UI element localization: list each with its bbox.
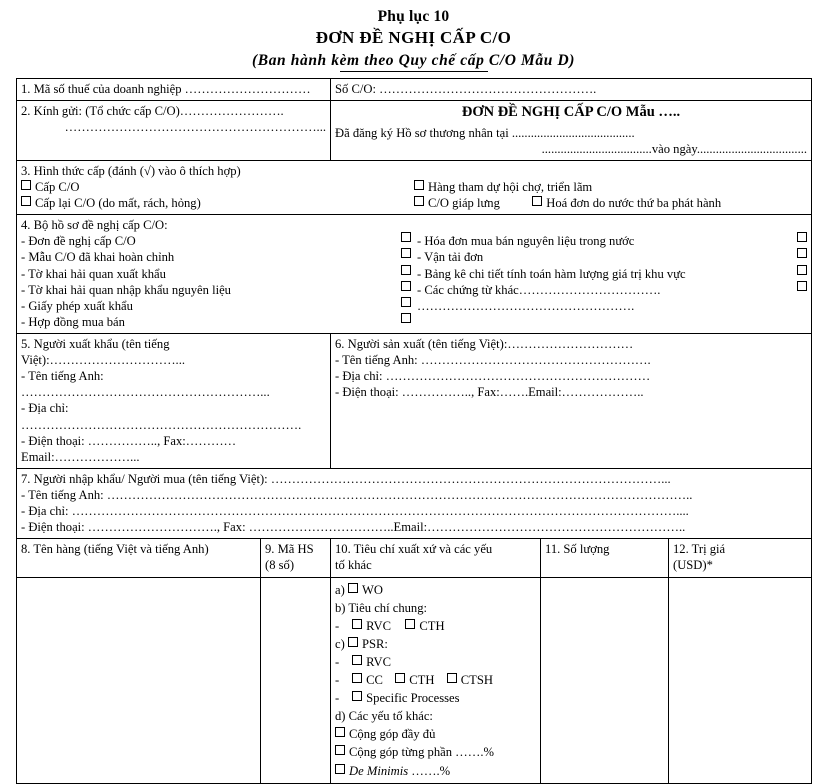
criteria-a-item: WO (361, 582, 383, 597)
producer-heading: 6. Người sản xuất (tên tiếng Việt):………………………… (335, 336, 634, 351)
criteria-b-label: b) Tiêu chí chung: (335, 600, 428, 615)
table-row (17, 79, 812, 101)
cell-quantity[interactable] (541, 577, 669, 783)
cell-origin-criteria (331, 577, 541, 783)
cell-producer (331, 333, 812, 468)
co-number-label: Số C/O: ……………………………………………. (335, 82, 597, 96)
dash-marker: - (335, 654, 340, 669)
doc-item[interactable] (21, 266, 411, 282)
criteria-d-de-minimis-suffix: …….% (408, 763, 451, 778)
option-issue-co[interactable] (21, 179, 414, 195)
doc-label: - Bảng kê chi tiết tính toán hàm lượng giá trị khu vực (417, 266, 686, 281)
criteria-c-ctsh-label: CTSH (460, 673, 493, 688)
checkbox-icon[interactable] (797, 248, 807, 258)
cell-importer (17, 468, 812, 538)
trader-profile-line1: Đã đăng ký Hồ sơ thương nhân tại ....................................... (335, 125, 635, 140)
issue-form-options (21, 179, 807, 211)
trader-profile-line2: ...................................vào ngày................................... (541, 141, 808, 156)
exporter-address: - Địa chỉ: …………………………………………………………. (21, 401, 302, 432)
option-label-third-country: Hoá đơn do nước thứ ba phát hành (546, 196, 722, 211)
cell-exporter (17, 333, 331, 468)
doc-label: - Tờ khai hải quan nhập khẩu nguyên liệu (21, 282, 231, 297)
document-header (16, 8, 811, 72)
cell-co-number (331, 79, 812, 101)
checkbox-icon[interactable] (352, 691, 362, 701)
column-header-label: 8. Tên hàng (tiếng Việt và tiếng Anh) (21, 542, 209, 557)
column-header-value (669, 539, 812, 577)
doc-item[interactable] (417, 233, 807, 249)
dash-marker: - (335, 673, 340, 688)
criteria-c-rvc-label: RVC (366, 654, 392, 669)
addressee-label: 2. Kính gửi: (Tổ chức cấp C/O)……………………. (21, 104, 284, 119)
cell-addressee (17, 101, 331, 161)
doc-item[interactable] (21, 282, 411, 298)
doc-item[interactable] (417, 249, 807, 265)
column-header-goods (17, 539, 261, 577)
criteria-a[interactable] (335, 582, 536, 598)
producer-english-name: - Tên tiếng Anh: ………………………………………………. (335, 353, 651, 368)
criteria-b (335, 600, 536, 616)
checkbox-icon[interactable] (405, 619, 415, 629)
document-set-left (21, 233, 411, 330)
checkbox-icon[interactable] (335, 745, 345, 755)
criteria-d (335, 708, 536, 724)
column-header-label: 9. Mã HS (265, 542, 314, 557)
criteria-c-label: c) (335, 636, 345, 651)
criteria-c-item: PSR: (361, 636, 388, 651)
doc-label: - Mẫu C/O đã khai hoàn chỉnh (21, 250, 175, 265)
table-header-row (17, 539, 812, 577)
checkbox-icon[interactable] (414, 180, 424, 190)
appendix-number: Phụ lục 10 (377, 8, 450, 25)
criteria-d-label: d) Các yếu tố khác: (335, 709, 433, 724)
doc-label: ……………………………………………. (417, 298, 635, 313)
column-header-label: 11. Số lượng (545, 542, 610, 557)
criteria-b-items[interactable] (335, 618, 536, 634)
column-header-sublabel: (USD)* (673, 558, 713, 573)
importer-contact: - Điện thoại: …………………………., Fax: ……………………………..Email:…………………………………………………….. (21, 520, 686, 535)
checkbox-icon[interactable] (352, 655, 362, 665)
doc-label: - Hóa đơn mua bán nguyên liệu trong nước (417, 234, 635, 249)
doc-item-dots (417, 298, 807, 314)
producer-address: - Địa chỉ: ……………………………………………………… (335, 369, 651, 384)
checkbox-icon[interactable] (395, 673, 405, 683)
criteria-d-item-label: Cộng góp đầy đủ (349, 727, 436, 742)
criteria-c-cth-label: CTH (409, 673, 435, 688)
option-label: C/O giáp lưng (428, 196, 500, 211)
table-row (17, 160, 812, 214)
document-set-heading: 4. Bộ hồ sơ đề nghị cấp C/O: (21, 218, 168, 233)
table-row (17, 577, 812, 783)
checkbox-icon[interactable] (401, 313, 411, 323)
checkbox-icon[interactable] (348, 583, 358, 593)
criteria-d-full-cumulation[interactable] (335, 726, 536, 742)
criteria-a-label: a) (335, 582, 345, 597)
checkbox-icon[interactable] (335, 727, 345, 737)
checkbox-icon[interactable] (352, 673, 362, 683)
checkbox-icon[interactable] (335, 764, 345, 774)
exporter-english-name: - Tên tiếng Anh: …………………………………………………... (21, 369, 270, 400)
doc-label: - Hợp đồng mua bán (21, 314, 125, 329)
checkbox-icon[interactable] (401, 232, 411, 242)
doc-label: - Vận tải đơn (417, 250, 484, 265)
doc-label: - Đơn đề nghị cấp C/O (21, 234, 136, 249)
option-fair-exhibition[interactable] (414, 179, 807, 195)
page-title: ĐƠN ĐỀ NGHỊ CẤP C/O (315, 28, 512, 47)
doc-item[interactable] (21, 298, 411, 314)
table-row (17, 215, 812, 334)
criteria-c-cc-label: CC (366, 673, 383, 688)
criteria-b-item-rvc: RVC (366, 618, 392, 633)
checkbox-icon[interactable] (797, 265, 807, 275)
column-header-hs-code (261, 539, 331, 577)
checkbox-icon[interactable] (414, 196, 424, 206)
cell-value[interactable] (669, 577, 812, 783)
checkbox-icon[interactable] (352, 619, 362, 629)
column-header-label: 10. Tiêu chí xuất xứ và các yếu (335, 542, 493, 557)
exporter-heading: 5. Người xuất khẩu (tên tiếng Việt):…………………………... (21, 336, 186, 368)
dash-marker: - (335, 618, 340, 633)
issue-form-left-options (21, 179, 414, 211)
cell-hs-code[interactable] (261, 577, 331, 783)
doc-item[interactable] (417, 266, 807, 282)
cell-goods-description[interactable] (17, 577, 261, 783)
co-application-form (16, 78, 812, 784)
origin-criteria-list (335, 582, 536, 779)
criteria-d-partial-cumulation[interactable] (335, 744, 536, 760)
column-header-label: 12. Trị giá (673, 542, 726, 557)
option-label: Hàng tham dự hội chợ, triển lãm (428, 179, 593, 194)
option-label: Cấp lại C/O (do mất, rách, hỏng) (35, 196, 201, 211)
column-header-quantity (541, 539, 669, 577)
checkbox-icon[interactable] (401, 281, 411, 291)
doc-label: - Các chứng từ khác……………………………. (417, 282, 661, 297)
cell-issue-form (17, 160, 812, 214)
column-header-sublabel: (8 số) (265, 558, 295, 573)
application-title: ĐƠN ĐỀ NGHỊ CẤP C/O Mẫu ….. (461, 104, 681, 121)
column-header-origin-criteria (331, 539, 541, 577)
option-label: Cấp C/O (35, 179, 80, 194)
table-row (17, 101, 812, 161)
checkbox-icon[interactable] (21, 196, 31, 206)
checkbox-icon[interactable] (401, 265, 411, 275)
doc-item[interactable] (417, 282, 807, 298)
criteria-d-de-minimis-label: De Minimis (349, 763, 409, 778)
checkbox-icon[interactable] (532, 196, 542, 206)
importer-address: - Địa chỉ: ……………………………………………………………………………………………………………………………….... (21, 504, 689, 519)
doc-label: - Tờ khai hải quan xuất khẩu (21, 266, 166, 281)
table-row (17, 333, 812, 468)
criteria-c-processes-label: Specific Processes (366, 691, 460, 706)
cell-application-title (331, 101, 812, 161)
subtitle-block (252, 52, 575, 72)
importer-heading: 7. Người nhập khẩu/ Người mua (tên tiếng Việt): …………………………………………………………………………………... (21, 471, 671, 486)
option-back-to-back[interactable] (414, 195, 807, 211)
doc-label: - Giấy phép xuất khẩu (21, 298, 133, 313)
doc-item[interactable] (21, 249, 411, 265)
criteria-c-sub-cc[interactable] (335, 672, 536, 688)
doc-item[interactable] (21, 314, 411, 330)
cell-document-set (17, 215, 812, 334)
criteria-c-sub-processes[interactable] (335, 690, 536, 706)
criteria-b-item-cth: CTH (419, 618, 445, 633)
option-reissue-co[interactable] (21, 195, 414, 211)
document-set-right (411, 233, 807, 330)
cell-tax-code (17, 79, 331, 101)
checkbox-icon[interactable] (401, 297, 411, 307)
document-subtitle: (Ban hành kèm theo Quy chế cấp C/O Mẫu D) (252, 52, 575, 69)
checkbox-icon[interactable] (797, 281, 807, 291)
subtitle-underline (340, 71, 488, 72)
checkbox-icon[interactable] (348, 637, 358, 647)
checkbox-icon[interactable] (21, 180, 31, 190)
producer-contact: - Điện thoại: …………….., Fax:…….Email:……………….. (335, 385, 644, 400)
criteria-c[interactable] (335, 636, 536, 652)
tax-code-label: 1. Mã số thuế của doanh nghiệp ………………………… (21, 82, 311, 96)
criteria-d-de-minimis[interactable] (335, 763, 536, 779)
checkbox-icon[interactable] (447, 673, 457, 683)
addressee-dots: ……………………………………………………... (64, 120, 326, 135)
issue-form-right-options (414, 179, 807, 211)
exporter-contact: - Điện thoại: …………….., Fax:…………Email:………………... (21, 433, 237, 464)
checkbox-icon[interactable] (797, 232, 807, 242)
criteria-c-sub-rvc[interactable] (335, 654, 536, 670)
checkbox-icon[interactable] (401, 248, 411, 258)
issue-form-heading: 3. Hình thức cấp (đánh (√) vào ô thích hợp) (21, 163, 241, 178)
table-row (17, 468, 812, 538)
column-header-sublabel: tố khác (335, 558, 372, 573)
importer-english-name: - Tên tiếng Anh: ………………………………………………………………………………………………………………………….. (21, 487, 693, 502)
criteria-d-item-label: Cộng góp từng phần …….% (349, 745, 495, 760)
document-set-lists (21, 233, 807, 330)
dash-marker: - (335, 691, 340, 706)
doc-item[interactable] (21, 233, 411, 249)
